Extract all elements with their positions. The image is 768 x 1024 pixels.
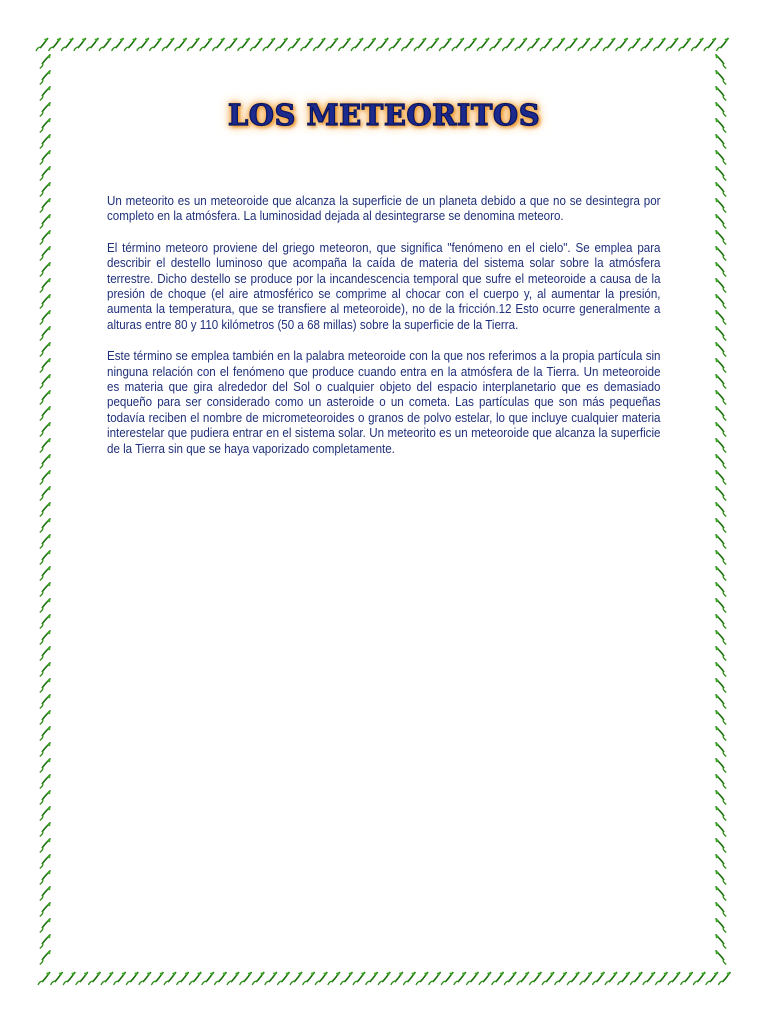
border-sprig-icon <box>38 502 53 516</box>
border-sprig-icon <box>277 972 289 985</box>
border-sprig-icon <box>38 646 53 660</box>
border-sprig-icon <box>691 38 703 51</box>
border-sprig-icon <box>454 972 466 985</box>
border-sprig-icon <box>713 150 728 164</box>
border-sprig-icon <box>187 38 199 51</box>
border-sprig-icon <box>38 678 53 692</box>
border-sprig-icon <box>38 838 53 852</box>
border-sprig-icon <box>353 972 365 985</box>
border-sprig-icon <box>86 38 98 51</box>
border-sprig-icon <box>452 38 464 51</box>
border-sprig-icon <box>441 972 453 985</box>
border-sprig-icon <box>713 422 728 436</box>
border-sprig-icon <box>713 662 728 676</box>
border-sprig-icon <box>618 972 630 985</box>
border-sprig-icon <box>38 630 53 644</box>
border-sprig-icon <box>38 534 53 548</box>
border-sprig-icon <box>139 972 151 985</box>
border-sprig-icon <box>713 886 728 900</box>
border-sprig-icon <box>401 38 413 51</box>
border-sprig-icon <box>263 38 275 51</box>
border-sprig-icon <box>151 972 163 985</box>
border-sprig-icon <box>466 972 478 985</box>
border-sprig-icon <box>63 972 75 985</box>
border-sprig-icon <box>403 972 415 985</box>
border-sprig-icon <box>578 38 590 51</box>
border-sprig-icon <box>391 972 403 985</box>
border-sprig-icon <box>414 38 426 51</box>
border-sprig-icon <box>713 214 728 228</box>
border-sprig-icon <box>713 470 728 484</box>
border-sprig-icon <box>38 454 53 468</box>
border-sprig-icon <box>38 662 53 676</box>
border-sprig-icon <box>38 422 53 436</box>
border-sprig-icon <box>590 38 602 51</box>
border-sprig-icon <box>713 230 728 244</box>
border-sprig-icon <box>706 972 718 985</box>
border-sprig-icon <box>427 38 439 51</box>
border-sprig-icon <box>202 972 214 985</box>
paragraph-2: El término meteoro proviene del griego meteoron, que significa "fenómeno en el cielo". Se emplea para describir el destello luminoso que acompaña la caída de materia del sistema solar sobre la atmósfera terrestre. Dicho destello se produce por la incandescencia temporal que sufre el meteoroide a causa de la presión de choque (el aire atmosférico se comprime al chocar con el cuerpo y, al aumentar la presión, aumenta la temperatura, que se transfiere al meteoroide), no de la fricción.12 Esto ocurre generalmente a alturas entre 80 y 110 kilómetros (50 a 68 millas) sobre la superficie de la Tierra. <box>107 240 661 332</box>
border-sprig-icon <box>275 38 287 51</box>
border-sprig-icon <box>38 726 53 740</box>
border-sprig-icon <box>38 230 53 244</box>
border-sprig-icon <box>603 38 615 51</box>
border-sprig-icon <box>250 38 262 51</box>
border-sprig-icon <box>713 758 728 772</box>
border-sprig-icon <box>716 38 728 51</box>
border-sprig-icon <box>38 294 53 308</box>
border-sprig-icon <box>38 582 53 596</box>
border-sprig-icon <box>713 454 728 468</box>
border-sprig-icon <box>713 694 728 708</box>
border-sprig-icon <box>378 972 390 985</box>
border-sprig-icon <box>38 182 53 196</box>
border-sprig-icon <box>713 534 728 548</box>
border-sprig-icon <box>376 38 388 51</box>
border-sprig-icon <box>713 406 728 420</box>
border-sprig-icon <box>630 972 642 985</box>
border-sprig-icon <box>616 38 628 51</box>
border-sprig-icon <box>713 278 728 292</box>
border-sprig-icon <box>542 972 554 985</box>
border-sprig-icon <box>288 38 300 51</box>
border-sprig-icon <box>38 972 50 985</box>
border-sprig-icon <box>464 38 476 51</box>
border-sprig-icon <box>713 870 728 884</box>
border-sprig-icon <box>479 972 491 985</box>
border-sprig-icon <box>38 742 53 756</box>
border-left <box>38 54 53 964</box>
border-sprig-icon <box>416 972 428 985</box>
border-sprig-icon <box>38 822 53 836</box>
border-sprig-icon <box>175 38 187 51</box>
border-sprig-icon <box>38 246 53 260</box>
border-sprig-icon <box>38 854 53 868</box>
border-sprig-icon <box>713 774 728 788</box>
border-sprig-icon <box>527 38 539 51</box>
border-sprig-icon <box>38 886 53 900</box>
border-sprig-icon <box>214 972 226 985</box>
border-sprig-icon <box>38 950 53 964</box>
border-sprig-icon <box>655 972 667 985</box>
border-sprig-icon <box>502 38 514 51</box>
border-sprig-icon <box>681 972 693 985</box>
border-sprig-icon <box>718 972 730 985</box>
border-sprig-icon <box>713 166 728 180</box>
border-sprig-icon <box>713 262 728 276</box>
border-sprig-icon <box>340 972 352 985</box>
border-sprig-icon <box>38 150 53 164</box>
border-sprig-icon <box>713 326 728 340</box>
border-sprig-icon <box>713 950 728 964</box>
border-sprig-icon <box>668 972 680 985</box>
border-sprig-icon <box>713 838 728 852</box>
border-sprig-icon <box>38 806 53 820</box>
border-sprig-icon <box>693 972 705 985</box>
border-sprig-icon <box>605 972 617 985</box>
border-sprig-icon <box>666 38 678 51</box>
border-sprig-icon <box>38 54 53 68</box>
border-sprig-icon <box>351 38 363 51</box>
border-sprig-icon <box>38 902 53 916</box>
border-sprig-icon <box>38 326 53 340</box>
border-sprig-icon <box>643 972 655 985</box>
border-sprig-icon <box>189 972 201 985</box>
border-sprig-icon <box>149 38 161 51</box>
border-sprig-icon <box>704 38 716 51</box>
border-sprig-icon <box>38 550 53 564</box>
border-sprig-icon <box>38 758 53 772</box>
border-sprig-icon <box>137 38 149 51</box>
border-sprig-icon <box>713 294 728 308</box>
border-sprig-icon <box>38 438 53 452</box>
border-sprig-icon <box>713 790 728 804</box>
border-sprig-icon <box>328 972 340 985</box>
border-sprig-icon <box>713 726 728 740</box>
border-sprig-icon <box>713 518 728 532</box>
border-sprig-icon <box>38 390 53 404</box>
border-sprig-icon <box>364 38 376 51</box>
border-sprig-icon <box>38 374 53 388</box>
border-top <box>36 38 728 51</box>
border-sprig-icon <box>38 278 53 292</box>
border-sprig-icon <box>713 198 728 212</box>
border-sprig-icon <box>265 972 277 985</box>
paragraph-1: Un meteorito es un meteoroide que alcanza la superficie de un planeta debido a que no se desintegra por completo en la atmósfera. La luminosidad dejada al desintegrarse se denomina meteoro. <box>107 194 661 224</box>
border-sprig-icon <box>290 972 302 985</box>
border-sprig-icon <box>126 972 138 985</box>
border-sprig-icon <box>713 390 728 404</box>
border-sprig-icon <box>49 38 61 51</box>
border-sprig-icon <box>389 38 401 51</box>
border-sprig-icon <box>38 710 53 724</box>
border-sprig-icon <box>38 262 53 276</box>
border-sprig-icon <box>553 38 565 51</box>
border-sprig-icon <box>713 182 728 196</box>
border-sprig-icon <box>38 406 53 420</box>
border-sprig-icon <box>240 972 252 985</box>
border-sprig-icon <box>38 470 53 484</box>
border-sprig-icon <box>529 972 541 985</box>
border-sprig-icon <box>74 38 86 51</box>
border-sprig-icon <box>338 38 350 51</box>
border-sprig-icon <box>38 870 53 884</box>
border-sprig-icon <box>713 598 728 612</box>
border-sprig-icon <box>592 972 604 985</box>
border-sprig-icon <box>76 972 88 985</box>
border-sprig-icon <box>713 678 728 692</box>
border-sprig-icon <box>38 134 53 148</box>
border-sprig-icon <box>164 972 176 985</box>
border-sprig-icon <box>200 38 212 51</box>
border-sprig-icon <box>713 310 728 324</box>
border-sprig-icon <box>313 38 325 51</box>
border-sprig-icon <box>713 614 728 628</box>
border-sprig-icon <box>713 374 728 388</box>
border-sprig-icon <box>38 358 53 372</box>
border-sprig-icon <box>713 918 728 932</box>
border-sprig-icon <box>713 342 728 356</box>
border-sprig-icon <box>366 972 378 985</box>
border-sprig-icon <box>713 902 728 916</box>
page-title: LOS METEORITOS <box>227 98 541 132</box>
border-sprig-icon <box>439 38 451 51</box>
border-sprig-icon <box>713 438 728 452</box>
border-sprig-icon <box>227 972 239 985</box>
border-sprig-icon <box>713 630 728 644</box>
border-sprig-icon <box>565 38 577 51</box>
border-sprig-icon <box>38 918 53 932</box>
border-sprig-icon <box>713 54 728 68</box>
border-sprig-icon <box>38 310 53 324</box>
border-sprig-icon <box>540 38 552 51</box>
border-sprig-icon <box>429 972 441 985</box>
border-sprig-icon <box>38 70 53 84</box>
border-sprig-icon <box>315 972 327 985</box>
border-sprig-icon <box>713 134 728 148</box>
border-sprig-icon <box>252 972 264 985</box>
border-sprig-icon <box>713 70 728 84</box>
border-sprig-icon <box>38 518 53 532</box>
border-sprig-icon <box>628 38 640 51</box>
border-sprig-icon <box>38 774 53 788</box>
body-text <box>107 194 661 473</box>
border-sprig-icon <box>477 38 489 51</box>
border-sprig-icon <box>713 854 728 868</box>
border-sprig-icon <box>713 566 728 580</box>
border-sprig-icon <box>38 342 53 356</box>
border-sprig-icon <box>713 710 728 724</box>
border-sprig-icon <box>303 972 315 985</box>
border-sprig-icon <box>713 358 728 372</box>
paragraph-3: Este término se emplea también en la palabra meteoroide con la que nos referimos a la propia partícula sin ninguna relación con el fenómeno que produce cuando entra en la atmósfera de la Tierra. Un meteoroide es materia que gira alrededor del Sol o cualquier objeto del espacio interplanetario que es demasiado pequeño para ser considerado como un asteroide o un cometa. Las partículas que son más pequeñas todavía reciben el nombre de micrometeoroides o granos de polvo estelar, lo que incluye cualquier materia interestelar que pudiera entrar en el sistema solar. Un meteorito es un meteoroide que alcanza la superficie de la Tierra sin que se haya vaporizado completamente. <box>107 349 661 456</box>
border-sprig-icon <box>124 38 136 51</box>
border-sprig-icon <box>504 972 516 985</box>
border-sprig-icon <box>580 972 592 985</box>
border-sprig-icon <box>301 38 313 51</box>
border-bottom <box>38 972 730 985</box>
border-sprig-icon <box>212 38 224 51</box>
border-sprig-icon <box>99 38 111 51</box>
border-sprig-icon <box>38 198 53 212</box>
border-sprig-icon <box>38 934 53 948</box>
border-sprig-icon <box>713 934 728 948</box>
border-right <box>713 54 728 964</box>
border-sprig-icon <box>713 550 728 564</box>
border-sprig-icon <box>567 972 579 985</box>
border-sprig-icon <box>641 38 653 51</box>
border-sprig-icon <box>61 38 73 51</box>
border-sprig-icon <box>177 972 189 985</box>
border-sprig-icon <box>713 502 728 516</box>
border-sprig-icon <box>38 166 53 180</box>
border-sprig-icon <box>490 38 502 51</box>
border-sprig-icon <box>713 486 728 500</box>
border-sprig-icon <box>38 790 53 804</box>
border-sprig-icon <box>101 972 113 985</box>
border-sprig-icon <box>326 38 338 51</box>
border-sprig-icon <box>713 806 728 820</box>
border-sprig-icon <box>517 972 529 985</box>
border-sprig-icon <box>713 822 728 836</box>
border-sprig-icon <box>713 646 728 660</box>
border-sprig-icon <box>238 38 250 51</box>
border-sprig-icon <box>653 38 665 51</box>
border-sprig-icon <box>51 972 63 985</box>
border-sprig-icon <box>679 38 691 51</box>
border-sprig-icon <box>38 566 53 580</box>
border-sprig-icon <box>555 972 567 985</box>
border-sprig-icon <box>114 972 126 985</box>
border-sprig-icon <box>492 972 504 985</box>
border-sprig-icon <box>88 972 100 985</box>
border-sprig-icon <box>162 38 174 51</box>
border-sprig-icon <box>112 38 124 51</box>
border-sprig-icon <box>713 582 728 596</box>
border-sprig-icon <box>225 38 237 51</box>
border-sprig-icon <box>38 214 53 228</box>
border-sprig-icon <box>36 38 48 51</box>
border-sprig-icon <box>38 614 53 628</box>
border-sprig-icon <box>38 598 53 612</box>
border-sprig-icon <box>515 38 527 51</box>
border-sprig-icon <box>38 694 53 708</box>
border-sprig-icon <box>713 742 728 756</box>
border-sprig-icon <box>38 486 53 500</box>
border-sprig-icon <box>713 246 728 260</box>
